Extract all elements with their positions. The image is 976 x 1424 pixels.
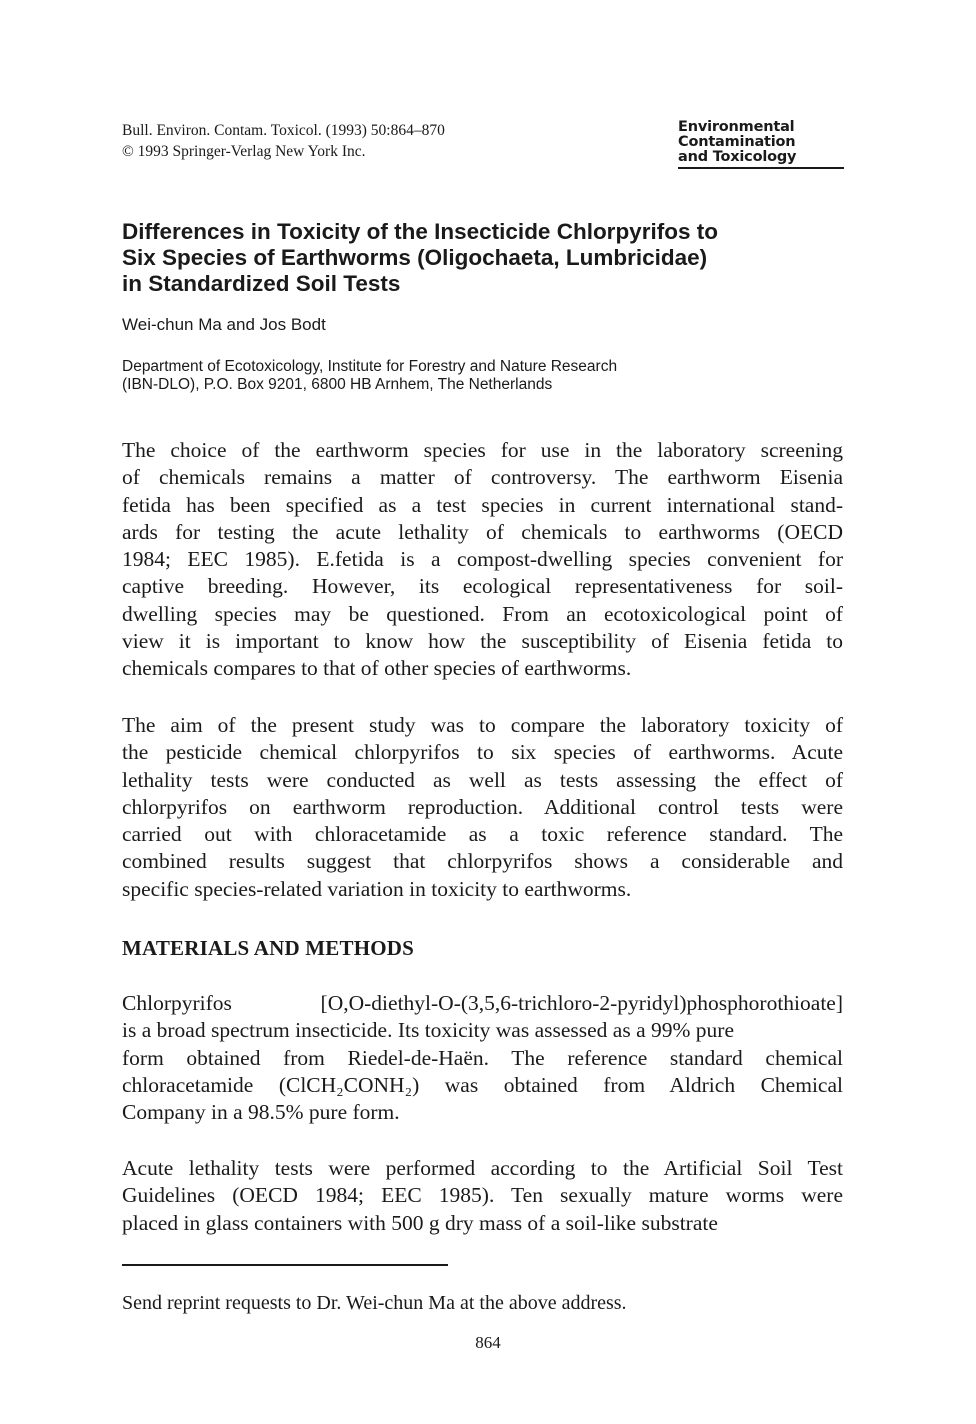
text-line: The choice of the earthworm species for use in the laboratory screening	[122, 438, 843, 462]
text-line: placed in glass containers with 500 g dry mass of a soil-like substrate	[122, 1210, 718, 1235]
page-number: 864	[475, 1333, 501, 1352]
text-line: the pesticide chemical chlorpyrifos to six species of earthworms. Acute	[122, 740, 843, 765]
footnote: Send reprint requests to Dr. Wei-chun Ma at the above address.	[122, 1292, 627, 1314]
body-paragraph-2	[122, 712, 843, 903]
article-title	[122, 219, 842, 297]
authors: Wei-chun Ma and Jos Bodt	[122, 315, 326, 334]
text-line: 1984; EEC 1985). E.fetida is a compost-dwelling species convenient for	[122, 547, 843, 572]
text-line: lethality tests were conducted as well as tests assessing the effect of	[122, 767, 843, 792]
citation-line-2: © 1993 Springer-Verlag New York Inc.	[122, 143, 366, 160]
text-line: Company in a 98.5% pure form.	[122, 1100, 400, 1125]
text-line: carried out with chloracetamide as a toxic reference standard. The	[122, 822, 843, 847]
journal-citation	[122, 120, 445, 162]
journal-logo	[678, 120, 844, 169]
text-line: chloracetamide (ClCH₂CONH₂) was obtained from Aldrich Chemical	[122, 1072, 843, 1097]
text-line: dwelling species may be questioned. From an ecotoxicological point of	[122, 601, 843, 626]
text-line: Chlorpyrifos [O,O-diethyl-O-(3,5,6-trichloro-2-pyridyl)phosphorothioate]	[122, 991, 843, 1015]
affiliation	[122, 358, 617, 394]
logo-line-3: and Toxicology	[678, 149, 797, 165]
text-line: combined results suggest that chlorpyrifos shows a considerable and	[122, 849, 843, 874]
logo-underline	[678, 167, 844, 169]
text-line: Guidelines (OECD 1984; EEC 1985). Ten sexually mature worms were	[122, 1183, 843, 1208]
section-heading: MATERIALS AND METHODS	[122, 936, 415, 960]
logo-line-1: Environmental	[678, 119, 795, 135]
text-line: fetida has been specified as a test species in current international stand-	[122, 492, 843, 517]
text-line: view it is important to know how the susceptibility of Eisenia fetida to	[122, 629, 843, 654]
text-line: of chemicals remains a matter of controversy. The earthworm Eisenia	[122, 465, 843, 490]
body-paragraph-4	[122, 1155, 843, 1237]
title-line-2: Six Species of Earthworms (Oligochaeta, Lumbricidae)	[122, 245, 708, 270]
text-line: The aim of the present study was to compare the laboratory toxicity of	[122, 713, 843, 737]
footnote-rule	[122, 1264, 448, 1266]
text-line: specific species-related variation in toxicity to earthworms.	[122, 876, 632, 901]
text-line: form obtained from Riedel-de-Haën. The reference standard chemical	[122, 1045, 843, 1070]
body-paragraph-3	[122, 990, 843, 1126]
text-line: is a broad spectrum insecticide. Its toxicity was assessed as a 99% pure	[122, 1018, 734, 1043]
body-paragraph-1	[122, 437, 843, 683]
citation-line-1: Bull. Environ. Contam. Toxicol. (1993) 50:864–870	[122, 122, 445, 139]
logo-line-2: Contamination	[678, 134, 796, 150]
text-line: ards for testing the acute lethality of chemicals to earthworms (OECD	[122, 519, 843, 544]
text-line: chlorpyrifos on earthworm reproduction. Additional control tests were	[122, 794, 843, 819]
affiliation-line-2: (IBN-DLO), P.O. Box 9201, 6800 HB Arnhem, The Netherlands	[122, 376, 553, 393]
text-line: chemicals compares to that of other species of earthworms.	[122, 656, 632, 681]
affiliation-line-1: Department of Ecotoxicology, Institute for Forestry and Nature Research	[122, 358, 618, 375]
title-line-1: Differences in Toxicity of the Insecticide Chlorpyrifos to	[122, 219, 718, 244]
text-line: Acute lethality tests were performed according to the Artificial Soil Test	[122, 1156, 843, 1180]
title-line-3: in Standardized Soil Tests	[122, 271, 401, 296]
text-line: captive breeding. However, its ecological representativeness for soil-	[122, 574, 843, 599]
